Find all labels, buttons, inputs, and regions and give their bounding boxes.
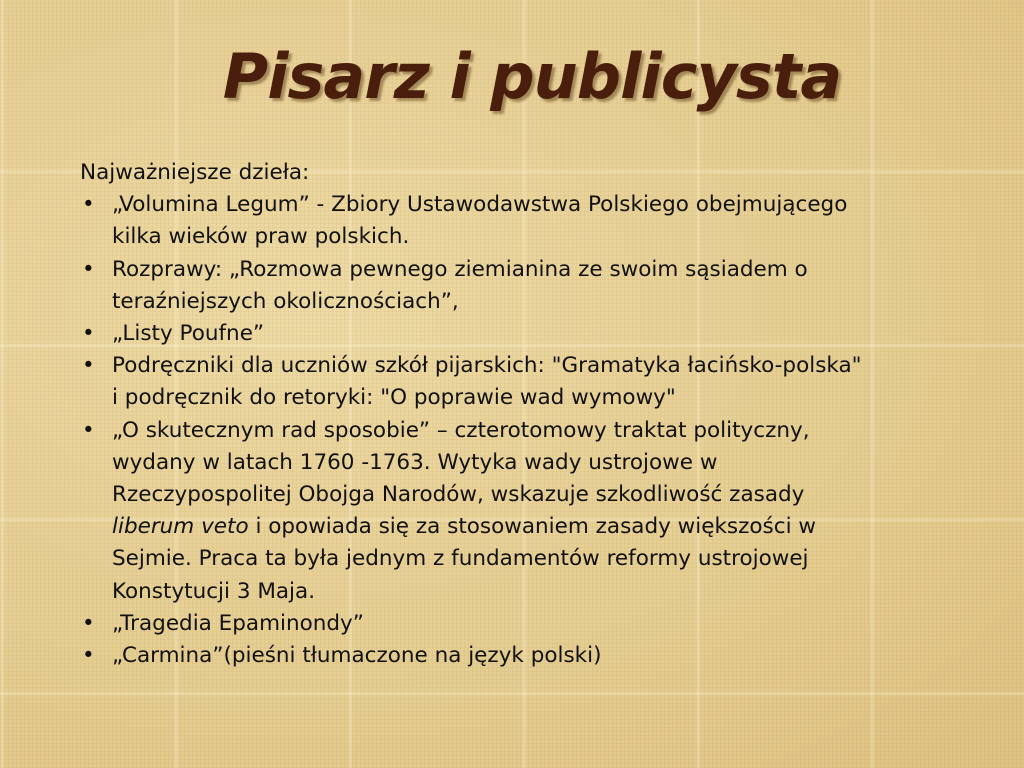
list-item-text-part: i opowiada się za stosowaniem zasady większości w Sejmie. Praca ta była jednym z fundamentów reformy ustrojowej Konstytucji 3 Maja. bbox=[112, 514, 816, 604]
bullet-icon: • bbox=[82, 192, 95, 218]
list-item bbox=[80, 415, 870, 608]
list-item bbox=[80, 189, 870, 253]
italic-term: liberum veto bbox=[112, 514, 249, 540]
bullet-icon: • bbox=[82, 417, 95, 443]
list-item bbox=[80, 318, 870, 350]
list-item-text bbox=[112, 418, 816, 604]
list-item-text-part: „O skutecznym rad sposobie” – czterotomowy traktat polityczny, wydany w latach 1760 -1763. Wytyka wady ustrojowe w Rzeczypospolitej Obojga Narodów, wskazuje szkodliwość zasady bbox=[112, 417, 810, 508]
list-item bbox=[80, 608, 870, 640]
list-item bbox=[80, 254, 870, 318]
works-list bbox=[80, 189, 870, 672]
bullet-icon: • bbox=[82, 610, 95, 636]
list-item bbox=[80, 640, 870, 672]
intro-text: Najważniejsze dzieła: bbox=[80, 160, 310, 185]
list-item-text: „Tragedia Epaminondy” bbox=[112, 610, 364, 636]
list-item-text: „Volumina Legum” - Zbiory Ustawodawstwa Polskiego obejmującego kilka wieków praw polskich. bbox=[112, 192, 848, 250]
slide-title: Pisarz i publicysta bbox=[222, 40, 842, 113]
bullet-icon: • bbox=[82, 353, 95, 379]
bullet-icon: • bbox=[82, 321, 95, 347]
bullet-icon: • bbox=[82, 256, 95, 282]
list-item bbox=[80, 350, 870, 414]
bullet-icon: • bbox=[82, 643, 95, 669]
list-item-text: „Carmina”(pieśni tłumaczone na język polski) bbox=[112, 643, 602, 669]
list-item-text: „Listy Poufne” bbox=[112, 321, 265, 347]
list-item-text: Podręczniki dla uczniów szkół pijarskich: "Gramatyka łacińsko-polska" i podręcznik do retoryki: "O poprawie wad wymowy" bbox=[112, 353, 862, 411]
slide-content bbox=[80, 157, 870, 672]
list-item-text: Rozprawy: „Rozmowa pewnego ziemianina ze swoim sąsiadem o teraźniejszych okolicznościach”, bbox=[112, 256, 808, 314]
